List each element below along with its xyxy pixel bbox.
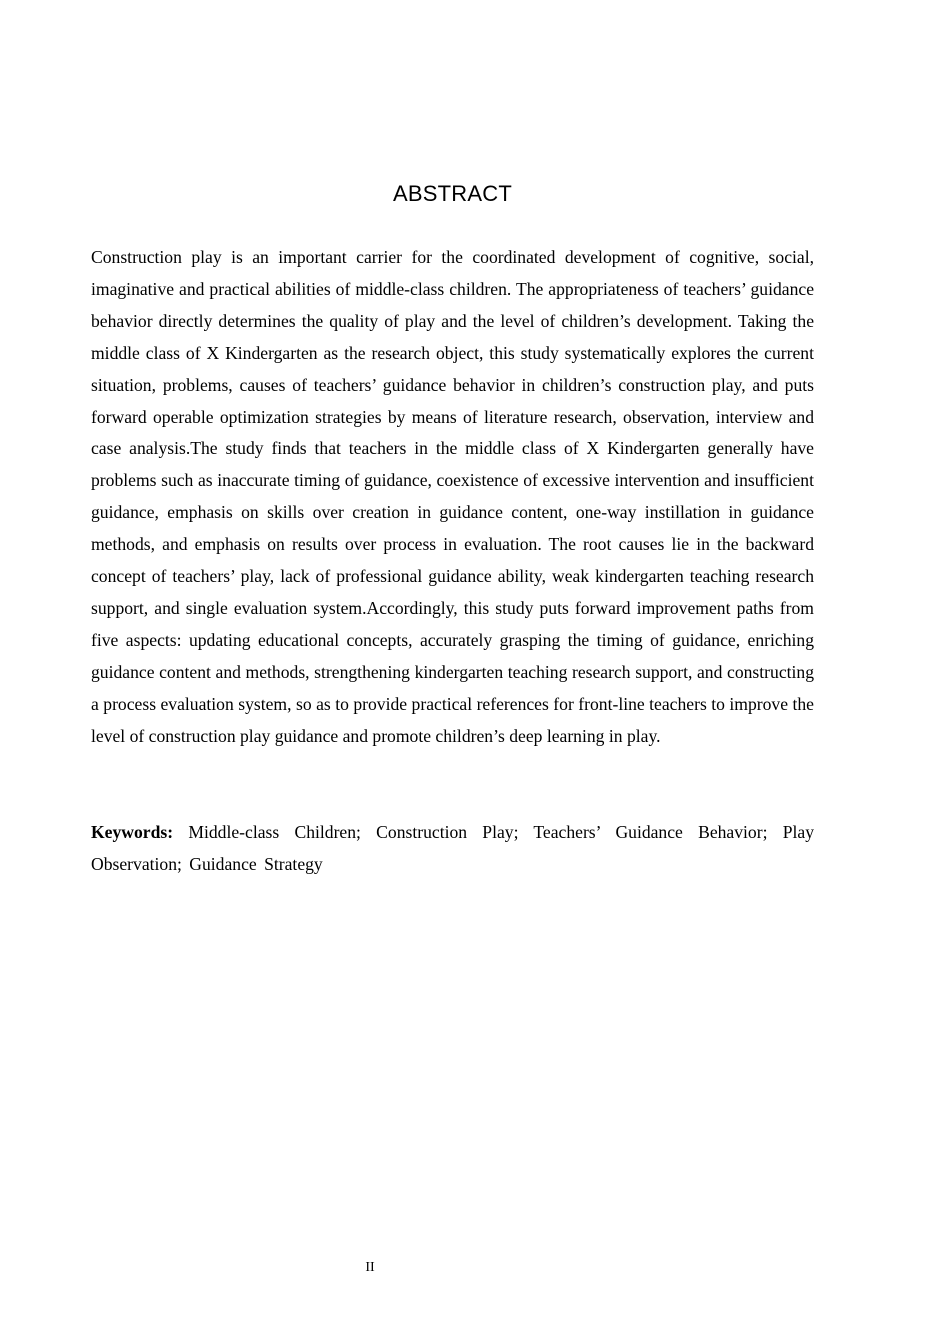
abstract-body: Construction play is an important carrier for the coordinated development of cognitive, social, imaginative and practical abilities of middle-class children. The appropriateness of teachers’ guidance behavior directly determines the quality of play and the level of children’s development. Taking the middle class of X Kindergarten as the research object, this study systematically explores the current situation, problems, causes of teachers’ guidance behavior in children’s construction play, and puts forward operable optimization strategies by means of literature research, observation, interview and case analysis.The study finds that teachers in the middle class of X Kindergarten generally have problems such as inaccurate timing of guidance, coexistence of excessive intervention and insufficient guidance, emphasis on skills over creation in guidance content, one-way instillation in guidance methods, and emphasis on results over process in evaluation. The root causes lie in the backward concept of teachers’ play, lack of professional guidance ability, weak kindergarten teaching research support, and single evaluation system.Accordingly, this study puts forward improvement paths from five aspects: updating educational concepts, accurately grasping the timing of guidance, enriching guidance content and methods, strengthening kindergarten teaching research support, and constructing a process evaluation system, so as to provide practical references for front-line teachers to improve the level of construction play guidance and promote children’s deep learning in play. xyxy=(91,247,814,746)
keywords-text: Middle-class Children; Construction Play; Teachers’ Guidance Behavior; Play Observation; Guidance Strategy xyxy=(91,822,814,874)
keywords-paragraph xyxy=(91,817,814,880)
keywords-label: Keywords: xyxy=(91,822,174,842)
abstract-title: ABSTRACT xyxy=(393,181,512,206)
page-number: II xyxy=(365,1260,375,1275)
